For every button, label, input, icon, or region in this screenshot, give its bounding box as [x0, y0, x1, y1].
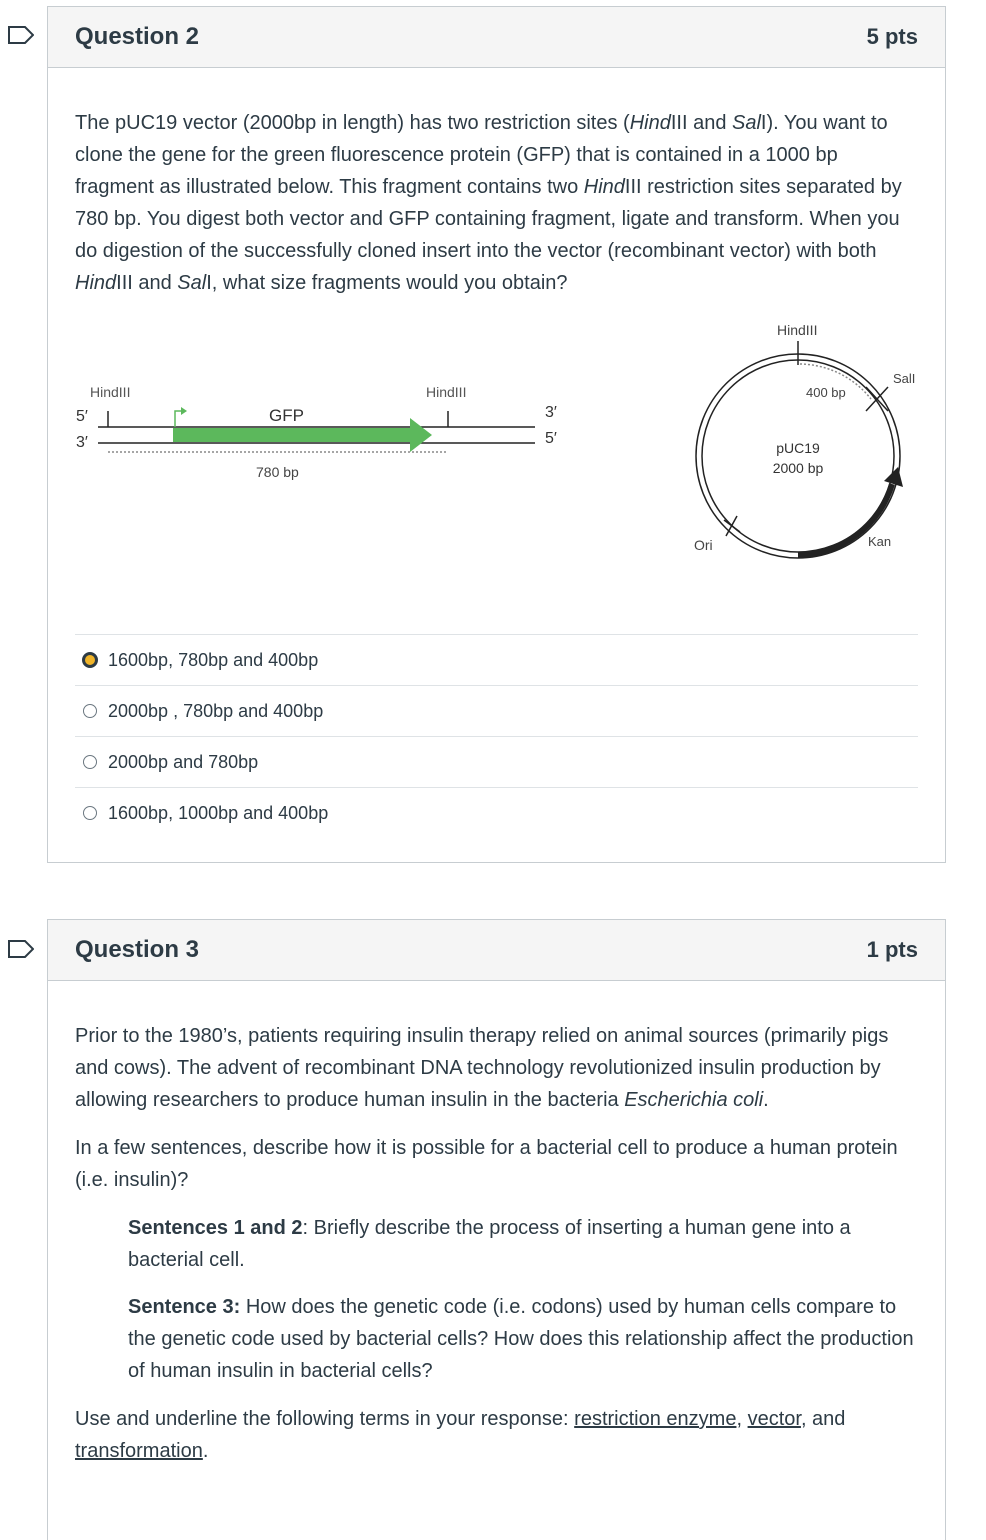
- radio-icon[interactable]: [83, 755, 97, 769]
- question-title: Question 2: [75, 23, 200, 50]
- question-instruction: In a few sentences, describe how it is possible for a bacterial cell to produce a human protein (i.e. insulin)?: [75, 1137, 898, 1191]
- question-2-card: [47, 6, 946, 863]
- answer-option[interactable]: [75, 736, 918, 787]
- answer-label[interactable]: 2000bp and 780bp: [108, 751, 259, 772]
- span-label: 780 bp: [256, 464, 299, 480]
- plasmid-size: 2000 bp: [772, 460, 824, 476]
- radio-selected-icon[interactable]: [82, 652, 98, 668]
- puc19-plasmid-diagram: [694, 322, 915, 558]
- plasmid-sali-label: SalI: [893, 371, 916, 386]
- cloning-figure: [48, 303, 943, 563]
- plasmid-kan-label: Kan: [868, 534, 892, 549]
- sentence-1-2-instruction: Sentences 1 and 2: Briefly describe the process of inserting a human gene into a bacterial cell.: [128, 1217, 851, 1271]
- gfp-label: GFP: [269, 406, 304, 425]
- question-2-header: [48, 7, 945, 68]
- three-prime-right: 3′: [545, 404, 557, 421]
- required-terms: Use and underline the following terms in your response: restriction enzyme, vector, and transformation.: [75, 1408, 846, 1462]
- five-prime-left: 5′: [76, 408, 88, 425]
- plasmid-ori-label: Ori: [694, 537, 713, 553]
- radio-icon[interactable]: [83, 704, 97, 718]
- answer-option[interactable]: [75, 685, 918, 736]
- flag-question-icon[interactable]: [8, 940, 34, 958]
- answer-label[interactable]: 1600bp, 780bp and 400bp: [108, 649, 319, 670]
- plasmid-distance-label: 400 bp: [806, 385, 846, 400]
- answer-list: [75, 634, 918, 838]
- flag-question-icon[interactable]: [8, 26, 34, 44]
- answer-label[interactable]: 1600bp, 1000bp and 400bp: [108, 802, 329, 823]
- hindiii-left-label: HindIII: [90, 384, 131, 400]
- question-title: Question 3: [75, 936, 200, 963]
- question-prompt: The pUC19 vector (2000bp in length) has two restriction sites (HindIII and SalI). You want to clone the gene for the green fluorescence protein (GFP) that is contained in a 1000 bp fragment as illustrated below. This fragment contains two HindIII restriction sites separated by 780 bp. You digest both vector and GFP containing fragment, ligate and transform. When you do digestion of the successfully cloned insert into the vector (recombinant vector) with both HindIII and SalI, what size fragments would you obtain?: [75, 112, 902, 294]
- radio-icon[interactable]: [83, 806, 97, 820]
- question-3-header: [48, 920, 945, 981]
- answer-option[interactable]: [75, 787, 918, 838]
- plasmid-inner-ring: [702, 360, 894, 552]
- hindiii-right-label: HindIII: [426, 384, 467, 400]
- three-prime-left: 3′: [76, 434, 88, 451]
- question-prompt: Prior to the 1980’s, patients requiring insulin therapy relied on animal sources (primarily pigs and cows). The advent of recombinant DNA technology revolutionized insulin production by allowing researchers to produce human insulin in the bacteria Escherichia coli.: [75, 1025, 889, 1111]
- answer-label[interactable]: 2000bp , 780bp and 400bp: [108, 700, 324, 721]
- plasmid-name: pUC19: [776, 440, 820, 456]
- question-points: 5 pts: [866, 24, 918, 49]
- gfp-fragment-diagram: [76, 384, 557, 480]
- answer-option[interactable]: [75, 634, 918, 685]
- plasmid-hindiii-label: HindIII: [777, 322, 818, 338]
- sentence-3-instruction: Sentence 3: How does the genetic code (i.e. codons) used by human cells compare to the genetic code used by bacterial cells? How does this relationship affect the production of human insulin in bacterial cells?: [128, 1296, 914, 1382]
- question-points: 1 pts: [866, 937, 918, 962]
- five-prime-right: 5′: [545, 430, 557, 447]
- question-3-card: [47, 919, 946, 1540]
